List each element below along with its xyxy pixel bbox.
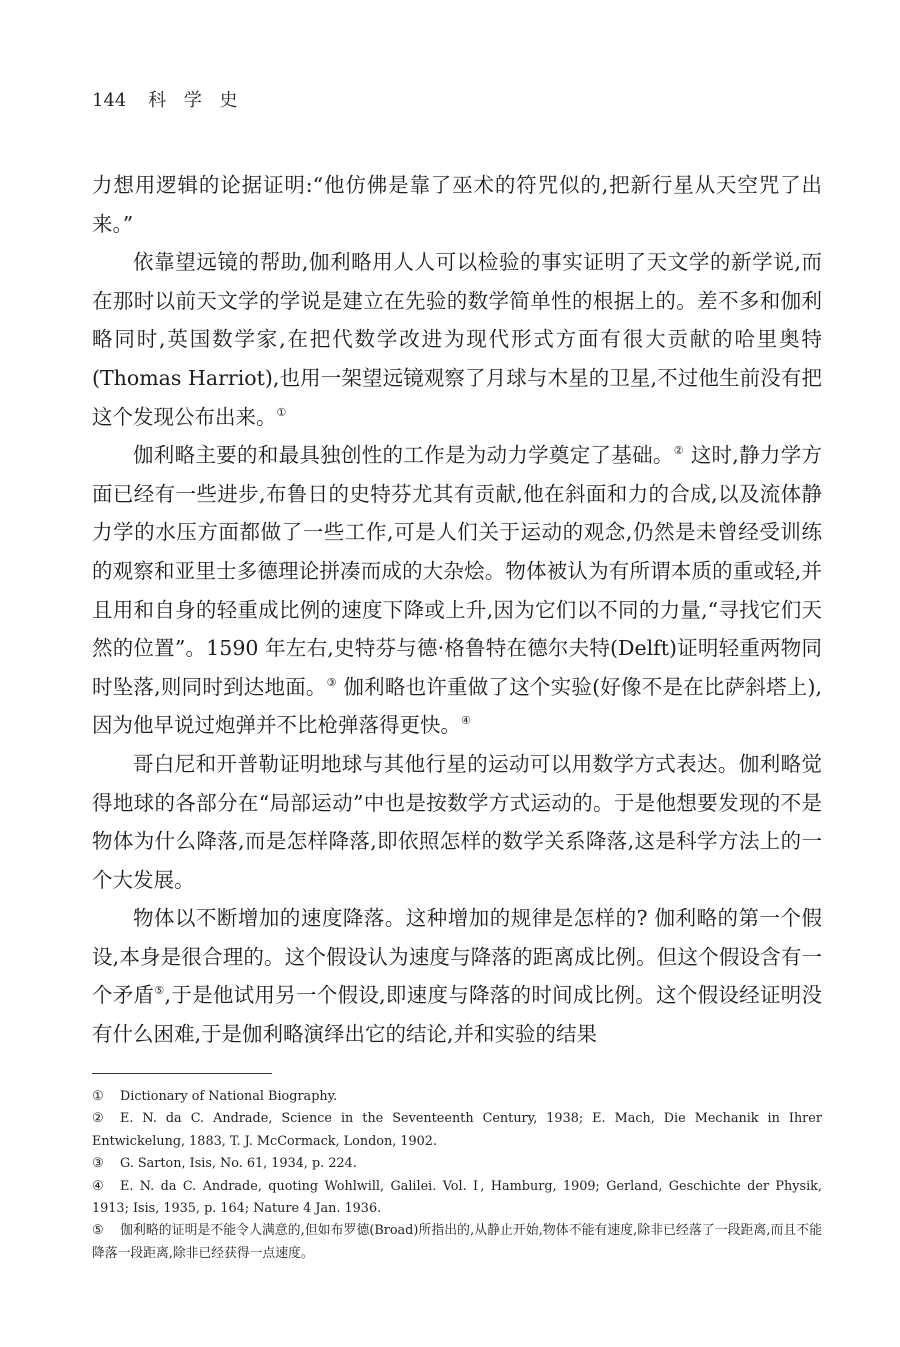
footnote-mark: ①	[92, 1089, 104, 1104]
footnote-mark: ④	[92, 1178, 104, 1194]
book-title: 科 学 史	[148, 90, 244, 111]
footnote	[92, 1108, 822, 1153]
running-header	[92, 86, 244, 112]
footnote	[92, 1176, 822, 1221]
footnote-ref[interactable]: ①	[276, 405, 287, 419]
paragraph: 伽利略主要的和最具独创性的工作是为动力学奠定了基础。② 这时,静力学方面已经有一些进步,布鲁日的史特芬尤其有贡献,他在斜面和力的合成,以及流体静力学的水压方面都做了一些工作,可是人们关于运动的观念,仍然是未曾经受训练的观察和亚里士多德理论拼凑而成的大杂烩。物体被认为有所谓本质的重或轻,并且用和自身的轻重成比例的速度下降或上升,因为它们以不同的力量,“寻找它们天然的位置”。1590 年左右,史特芬与德·格鲁特在德尔夫特(Delft)证明轻重两物同时坠落,则同时到达地面。③ 伽利略也许重做了这个实验(好像不是在比萨斜塔上),因为他早说过炮弹并不比枪弹落得更快。④	[92, 443, 822, 738]
page-number: 144	[92, 90, 127, 111]
main-text	[92, 166, 822, 1054]
paragraph: 物体以不断增加的速度降落。这种增加的规律是怎样的? 伽利略的第一个假设,本身是很合理的。这个假设认为速度与降落的距离成比例。但这个假设含有一个矛盾⑤,于是他试用另一个假设,即速度与降落的时间成比例。这个假设经证明没有什么困难,于是伽利略演绎出它的结论,并和实验的结果	[92, 906, 823, 1047]
footnote-ref[interactable]: ②	[673, 444, 684, 458]
footnote-text: 伽利略的证明是不能令人满意的,但如布罗德(Broad)所指出的,从静止开始,物体不能有速度,除非已经落了一段距离,而且不能降落一段距离,除非已经获得一点速度。	[92, 1223, 822, 1261]
footnote-mark: ②	[92, 1111, 104, 1127]
footnote-divider	[92, 1073, 272, 1074]
footnote-mark: ⑤	[92, 1223, 104, 1239]
footnote-text: E. N. da C. Andrade, Science in the Seventeenth Century, 1938; E. Mach, Die Mechanik in Ihrer Entwickelung, 1883, T. J. McCormack, London, 1902.	[92, 1111, 822, 1149]
footnote-ref[interactable]: ⑤	[154, 984, 165, 998]
footnote	[92, 1086, 822, 1108]
paragraph: 哥白尼和开普勒证明地球与其他行星的运动可以用数学方式表达。伽利略觉得地球的各部分在“局部运动”中也是按数学方式运动的。于是他想要发现的不是物体为什么降落,而是怎样降落,即依照怎样的数学关系降落,这是科学方法上的一个大发展。	[92, 751, 822, 892]
paragraph: 依靠望远镜的帮助,伽利略用人人可以检验的事实证明了天文学的新学说,而在那时以前天文学的学说是建立在先验的数学简单性的根据上的。差不多和伽利略同时,英国数学家,在把代数学改进为现代形式方面有很大贡献的哈里奥特(Thomas Harriot),也用一架望远镜观察了月球与木星的卫星,不过他生前没有把这个发现公布出来。①	[92, 250, 822, 429]
footnote-mark: ③	[92, 1156, 104, 1172]
footnote	[92, 1220, 822, 1265]
footnote-text: E. N. da C. Andrade, quoting Wohlwill, Galilei. Vol. Ⅰ, Hamburg, 1909; Gerland, Geschichte der Physik, 1913; Isis, 1935, p. 164; Nature 4 Jan. 1936.	[92, 1178, 822, 1217]
paragraph-continued: 力想用逻辑的论据证明:“他仿佛是靠了巫术的符咒似的,把新行星从天空咒了出来。”	[92, 173, 822, 236]
footnote	[92, 1153, 822, 1175]
footnote-ref[interactable]: ④	[461, 714, 471, 728]
footnote-ref[interactable]: ③	[326, 675, 337, 689]
footnote-text: G. Sarton, Isis, No. 61, 1934, p. 224.	[120, 1156, 357, 1172]
footnotes	[92, 1086, 822, 1265]
footnote-text: Dictionary of National Biography.	[120, 1089, 338, 1104]
